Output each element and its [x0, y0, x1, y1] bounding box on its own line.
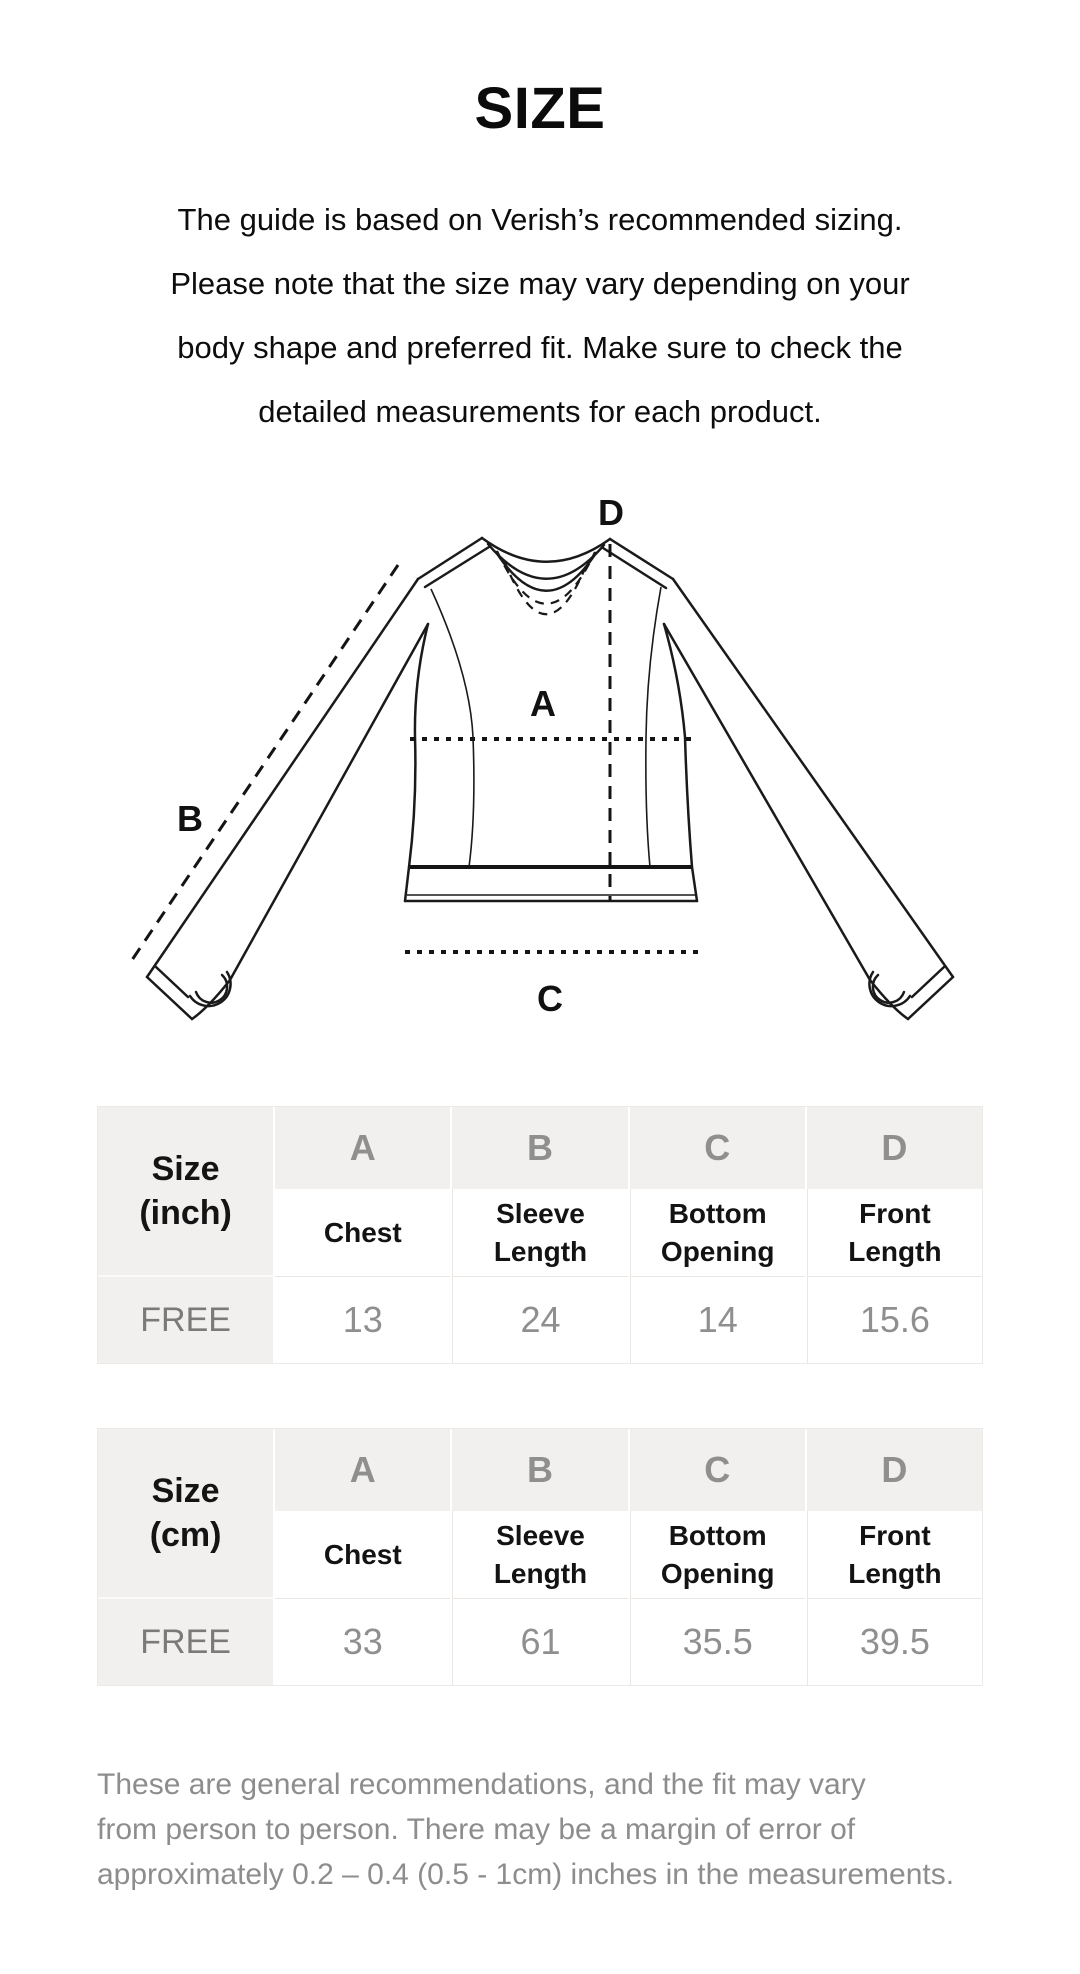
column-header-a: A	[275, 1107, 450, 1189]
measure-label-sleeve-length: Sleeve Length	[452, 1511, 627, 1599]
size-unit-line: (inch)	[139, 1194, 232, 1232]
size-unit-line: Size	[151, 1472, 220, 1510]
intro-line: body shape and preferred fit. Make sure to check the	[177, 330, 903, 365]
value-sleeve-length: 61	[452, 1599, 627, 1685]
column-header-c: C	[630, 1107, 805, 1189]
disclaimer-text	[97, 1762, 983, 1897]
sleeves-outline	[147, 579, 953, 980]
label-d: D	[598, 492, 624, 533]
measure-label-sleeve-length: Sleeve Length	[452, 1189, 627, 1277]
column-header-c: C	[630, 1429, 805, 1511]
disclaimer-line: from person to person. There may be a margin of error of	[97, 1813, 856, 1846]
measure-label-front-length: Front Length	[807, 1511, 982, 1599]
measure-label-chest: Chest	[275, 1511, 450, 1599]
measure-label-bottom-opening: Bottom Opening	[630, 1189, 805, 1277]
left-cuff	[147, 967, 231, 1019]
measure-label-bottom-opening: Bottom Opening	[630, 1511, 805, 1599]
right-cuff	[869, 967, 953, 1019]
value-front-length: 39.5	[807, 1599, 982, 1685]
value-chest: 13	[275, 1277, 450, 1363]
body-outline	[409, 587, 692, 867]
value-chest: 33	[275, 1599, 450, 1685]
garment-sketch-svg	[90, 484, 990, 1044]
intro-line: The guide is based on Verish’s recommended sizing.	[177, 202, 903, 237]
column-header-b: B	[452, 1429, 627, 1511]
sleeve-measure-line	[130, 565, 398, 963]
disclaimer-line: approximately 0.2 – 0.4 (0.5 - 1cm) inches in the measurements.	[97, 1858, 955, 1891]
value-bottom-opening: 35.5	[630, 1599, 805, 1685]
value-sleeve-length: 24	[452, 1277, 627, 1363]
column-header-d: D	[807, 1429, 982, 1511]
value-bottom-opening: 14	[630, 1277, 805, 1363]
intro-line: detailed measurements for each product.	[258, 394, 822, 429]
size-row-label: FREE	[98, 1277, 273, 1363]
measure-label-front-length: Front Length	[807, 1189, 982, 1277]
size-table-inch	[97, 1106, 983, 1364]
label-c: C	[537, 978, 563, 1019]
measure-label-chest: Chest	[275, 1189, 450, 1277]
size-unit-line: Size	[151, 1150, 220, 1188]
disclaimer-line: These are general recommendations, and the fit may vary	[97, 1768, 866, 1801]
size-row-label: FREE	[98, 1599, 273, 1685]
page-title: SIZE	[474, 76, 606, 141]
label-b: B	[177, 798, 203, 839]
label-a: A	[530, 683, 556, 724]
size-table-cm	[97, 1428, 983, 1686]
size-unit-line: (cm)	[149, 1516, 222, 1554]
size-unit-header	[98, 1429, 273, 1599]
garment-diagram	[90, 484, 990, 1044]
column-header-d: D	[807, 1107, 982, 1189]
value-front-length: 15.6	[807, 1277, 982, 1363]
hem-band	[405, 867, 697, 901]
collar-outline	[482, 538, 610, 614]
intro-line: Please note that the size may vary depending on your	[170, 266, 910, 301]
intro-text	[0, 188, 1080, 444]
size-unit-header	[98, 1107, 273, 1277]
column-header-a: A	[275, 1429, 450, 1511]
column-header-b: B	[452, 1107, 627, 1189]
